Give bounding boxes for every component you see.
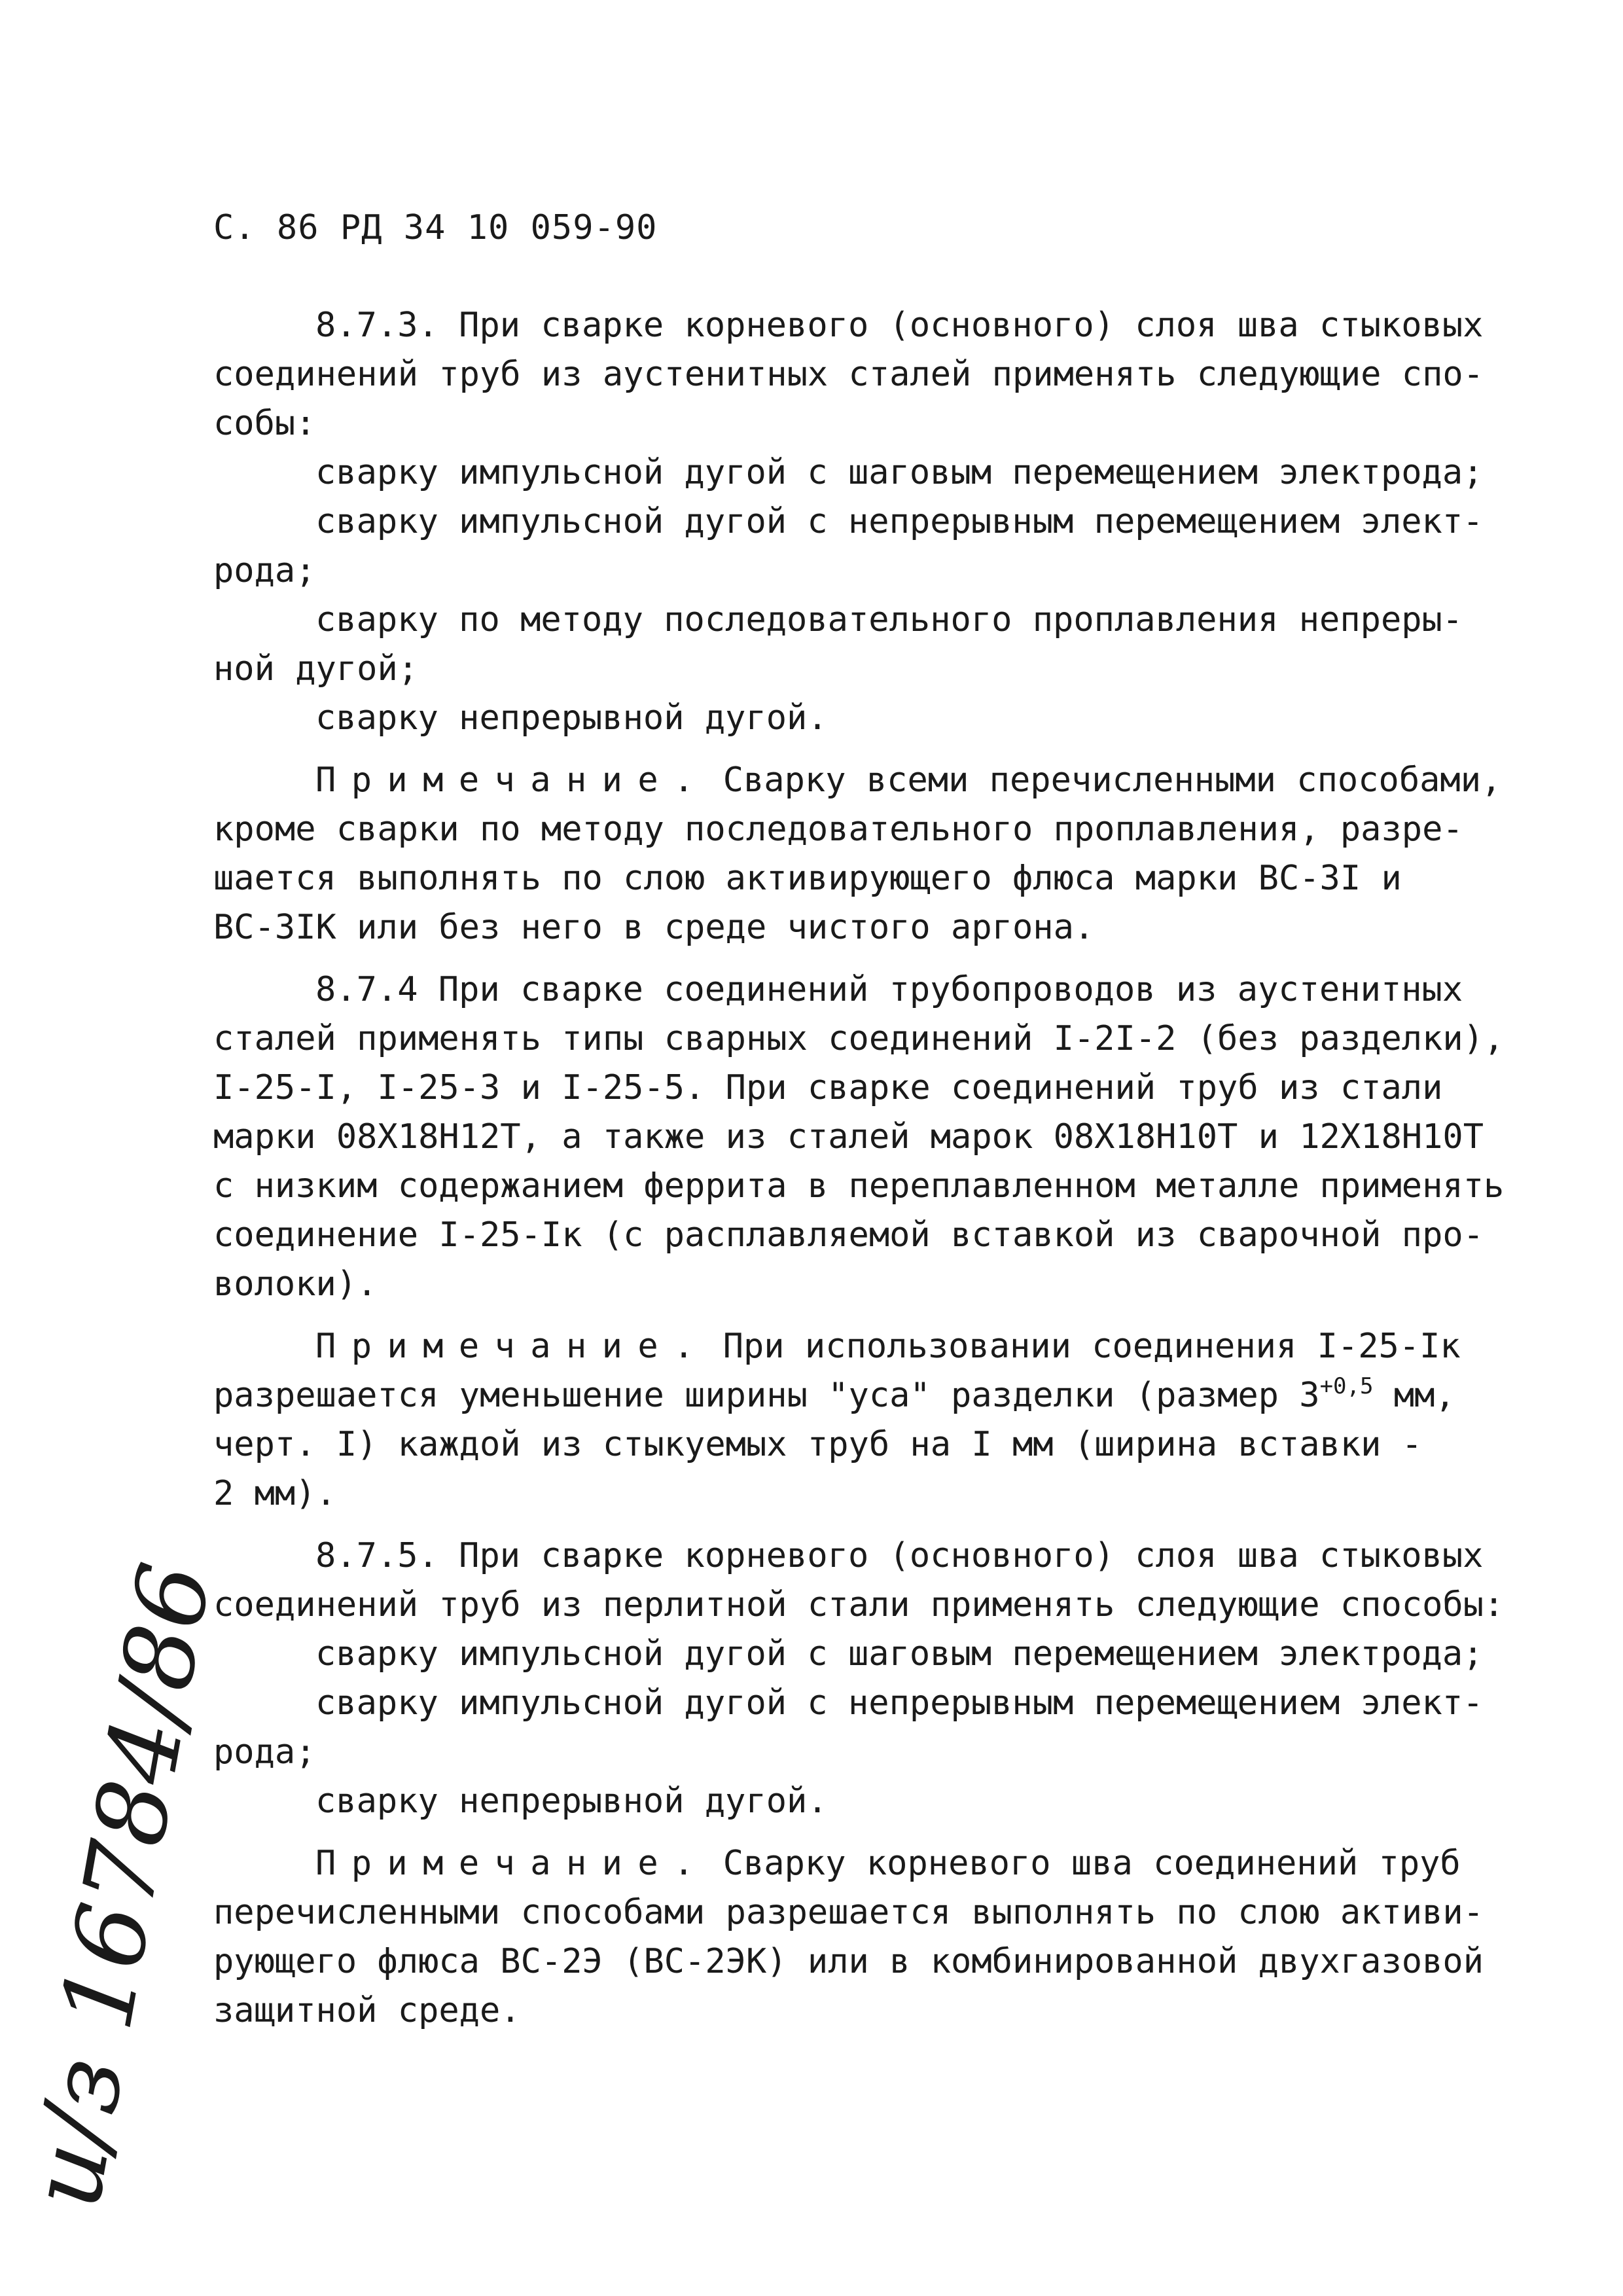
- note-1: [213, 756, 1509, 805]
- document-body: [213, 301, 1509, 2036]
- text-line: волоки).: [213, 1265, 378, 1304]
- text-line: рода;: [213, 551, 316, 590]
- note-3: [213, 1839, 1509, 1888]
- text-line: ной дугой;: [213, 649, 419, 689]
- page-header: С. 86 РД 34 10 059-90: [213, 208, 658, 247]
- note-2: [213, 1322, 1509, 1371]
- text-line: перечисленными способами разрешается выполнять по слою активи-: [213, 1893, 1484, 1932]
- text-line: соединений труб из перлитной стали применять следующие способы:: [213, 1585, 1505, 1624]
- text-line: 2 мм).: [213, 1474, 336, 1513]
- text-line: рода;: [213, 1732, 316, 1772]
- section-8-7-5-lead: 8.7.5. При сварке корневого (основного) слоя шва стыковых: [315, 1536, 1484, 1575]
- list-item: сварку непрерывной дугой.: [315, 698, 828, 738]
- tolerance-superscript: +0,5: [1319, 1372, 1374, 1399]
- note-label: Примечание.: [315, 1844, 709, 1883]
- text-line: соединение I-25-Iк (с расплавляемой вставкой из сварочной про-: [213, 1215, 1484, 1255]
- note-text: разрешается уменьшение ширины "уса" разделки (размер 3: [213, 1376, 1320, 1415]
- text-line: ВС-3IК или без него в среде чистого аргона.: [213, 908, 1095, 947]
- text-line: собы:: [213, 404, 316, 443]
- note-text: Сварку корневого шва соединений труб: [702, 1844, 1461, 1883]
- handwritten-annotation: [8, 1554, 275, 2217]
- note-text: мм,: [1373, 1376, 1455, 1415]
- note-label: Примечание.: [315, 1327, 709, 1366]
- list-item: сварку импульсной дугой с шаговым перемещением электрода;: [315, 453, 1484, 492]
- note-text: Сваркy всеми перечисленными способами,: [702, 761, 1502, 800]
- text-line: рующего флюса ВС-2Э (ВС-2ЭК) или в комбинированной двухгазовой: [213, 1942, 1484, 1981]
- text-line: соединений труб из аустенитных сталей применять следующие спо-: [213, 355, 1484, 394]
- list-item: сварку импульсной дугой с непрерывным перемещением элект-: [315, 502, 1484, 541]
- text-line: сталей применять типы сварных соединений I-2I-2 (без разделки),: [213, 1019, 1505, 1058]
- handwritten-annotation-text: и/з 16784/86: [8, 1554, 234, 2217]
- text-line: марки 08Х18Н12Т, а также из сталей марок 08Х18Н10Т и 12Х18Н10Т: [213, 1117, 1484, 1157]
- list-item: сварку непрерывной дугой.: [315, 1782, 828, 1821]
- text-line: [213, 1371, 1509, 1420]
- note-text: При использовании соединения I-25-Iк: [702, 1327, 1461, 1366]
- text-line: кроме сварки по методу последовательного проплавления, разре-: [213, 810, 1463, 849]
- text-line: защитной среде.: [213, 1991, 521, 2030]
- text-line: шается выполнять по слою активирующего флюса марки ВС-3I и: [213, 859, 1402, 898]
- text-line: с низким содержанием феррита в переплавленном металле применять: [213, 1166, 1505, 1206]
- list-item: сварку по методу последовательного проплавления непреры-: [315, 600, 1463, 639]
- text-line: черт. I) каждой из стыкуемых труб на I мм (ширина вставки -: [213, 1425, 1423, 1464]
- list-item: сварку импульсной дугой с шаговым перемещением электрода;: [315, 1634, 1484, 1674]
- list-item: сварку импульсной дугой с непрерывным перемещением элект-: [315, 1683, 1484, 1723]
- note-label: Примечание.: [315, 761, 709, 800]
- section-8-7-3-lead: 8.7.3. При сварке корневого (основного) слоя шва стыковых: [315, 306, 1484, 345]
- section-8-7-4-lead: 8.7.4 При сварке соединений трубопроводов из аустенитных: [315, 970, 1463, 1009]
- text-line: I-25-I, I-25-3 и I-25-5. При сварке соединений труб из стали: [213, 1068, 1443, 1107]
